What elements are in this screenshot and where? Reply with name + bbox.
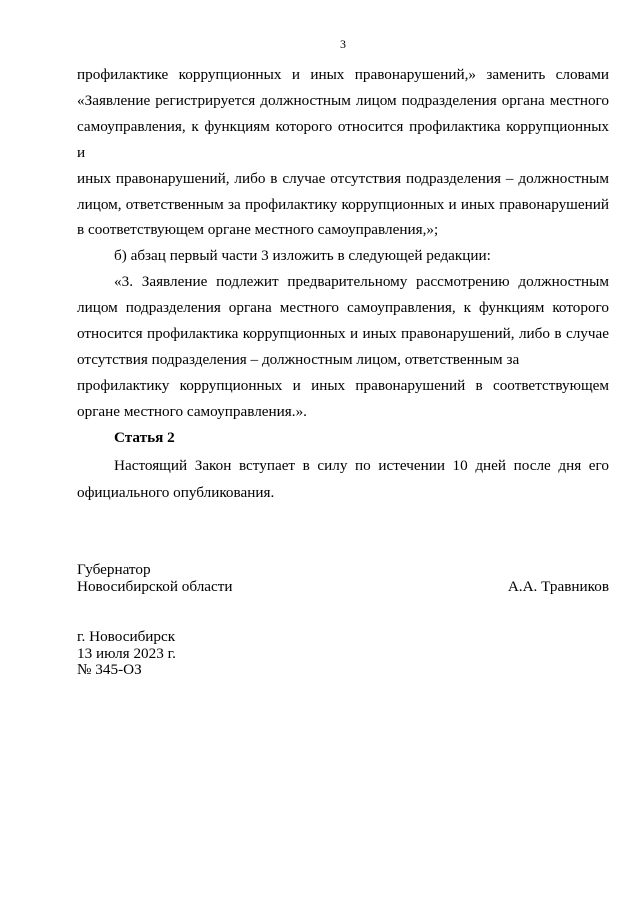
word: – (250, 350, 259, 368)
article-2-text (77, 452, 609, 506)
word: за (506, 350, 520, 368)
word: подразделения (151, 350, 247, 368)
place-date-block (77, 629, 176, 679)
paragraph-3 (77, 269, 609, 424)
word: отсутствия (77, 350, 148, 368)
text-line: Настоящий Закон вступает в силу по истечении 10 дней после дня его (114, 457, 609, 474)
paragraph-1 (77, 62, 609, 243)
article-2-title: Статья 2 (114, 429, 175, 446)
signer-region: Новосибирской области (77, 578, 233, 595)
text-line: «3. Заявление подлежит предварительному рассмотрению должностным (114, 273, 609, 291)
text-line: профилактику коррупционных и иных правонарушений в соответствующем (77, 376, 609, 394)
text-line: самоуправления, к функциям которого относится профилактика коррупционных и (77, 117, 609, 161)
text-line: официального опубликования. (77, 484, 275, 501)
text-line-spread (77, 347, 609, 373)
text-line: органе местного самоуправления.». (77, 402, 307, 420)
city: г. Новосибирск (77, 628, 176, 645)
amendment-text (77, 62, 609, 425)
law-number: № 345-ОЗ (77, 661, 142, 678)
signature-row (77, 578, 609, 595)
text-line: лицом, ответственным за профилактику коррупционных и иных правонарушений (77, 195, 609, 213)
signer-name: А.А. Травников (507, 578, 609, 595)
text-line: профилактике коррупционных и иных правонарушений,» заменить словами (77, 66, 609, 83)
word: лицом, (356, 350, 401, 368)
paragraph-2: б) абзац первый части 3 изложить в следующей редакции: (114, 247, 491, 265)
text-line: относится профилактика коррупционных и иных правонарушений, либо в случае (77, 325, 609, 343)
signature-block (77, 561, 609, 595)
page-number: 3 (340, 37, 346, 51)
text-line: лицом подразделения органа местного самоуправления, к функциям которого (77, 299, 609, 317)
text-line: в соответствующем органе местного самоуправления,»; (77, 221, 439, 239)
text-line: «Заявление регистрируется должностным лицом подразделения органа местного (77, 91, 609, 109)
word: должностным (261, 350, 353, 368)
signer-position: Губернатор (77, 561, 151, 578)
text-line: иных правонарушений, либо в случае отсутствия подразделения – должностным (77, 169, 609, 187)
date: 13 июля 2023 г. (77, 644, 176, 662)
word: ответственным (404, 350, 503, 368)
